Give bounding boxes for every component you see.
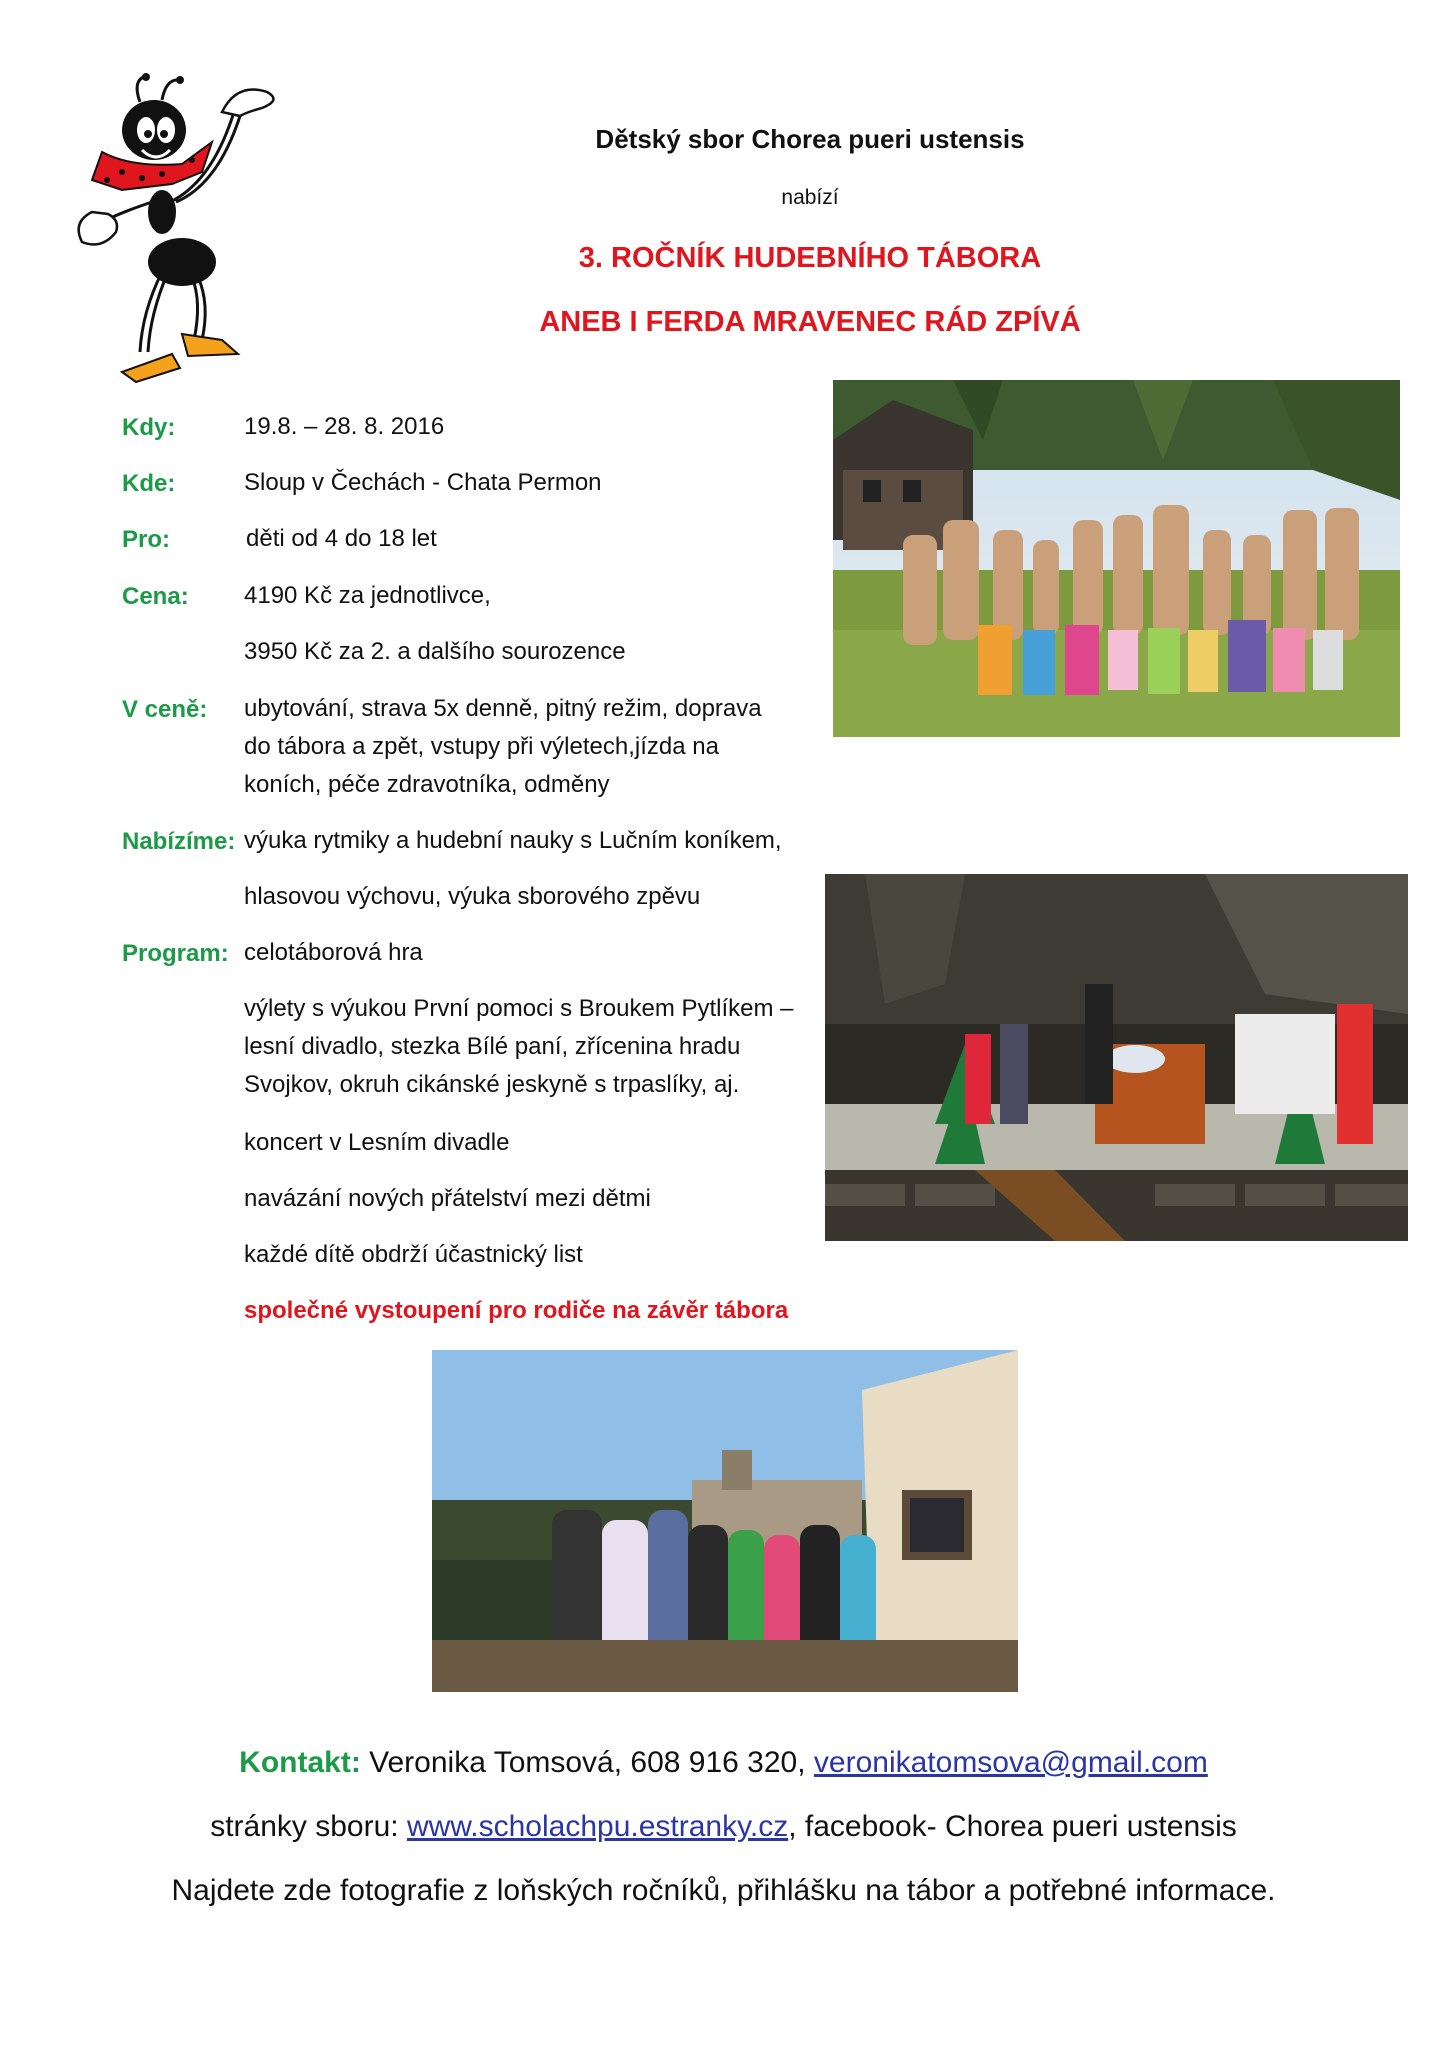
- pro-value: děti od 4 do 18 let: [246, 525, 437, 552]
- program-line-3: lesní divadlo, stezka Bílé paní, zřícenina hradu: [244, 1033, 741, 1060]
- contact-label: Kontakt:: [239, 1746, 361, 1779]
- vcene-line-3: koních, péče zdravotníka, odměny: [244, 771, 610, 798]
- camp-title-line2: ANEB I FERDA MRAVENEC RÁD ZPÍVÁ: [539, 306, 1081, 338]
- cena-value-2: 3950 Kč za 2. a dalšího sourozence: [244, 638, 626, 665]
- program-line-5: koncert v Lesním divadle: [244, 1129, 510, 1156]
- program-line-4: Svojkov, okruh cikánské jeskyně s trpaslíky, aj.: [244, 1071, 740, 1098]
- nabizime-label: Nabízíme:: [122, 828, 236, 855]
- kde-value: Sloup v Čechách - Chata Permon: [244, 469, 602, 496]
- cena-value-1: 4190 Kč za jednotlivce,: [244, 582, 491, 609]
- kde-label: Kde:: [122, 470, 176, 497]
- info-note: Najdete zde fotografie z loňských ročníků, přihlášku na tábor a potřebné informace.: [171, 1874, 1276, 1907]
- website-suffix: , facebook- Chorea pueri ustensis: [788, 1810, 1237, 1843]
- contact-email-link[interactable]: veronikatomsova@gmail.com: [813, 1746, 1208, 1779]
- website-prefix: stránky sboru:: [210, 1810, 407, 1843]
- program-line-6: navázání nových přátelství mezi dětmi: [244, 1185, 651, 1212]
- forest-theatre-photo: [825, 874, 1408, 1241]
- nabizime-line-2: hlasovou výchovu, výuka sborového zpěvu: [244, 883, 701, 910]
- program-line-2: výlety s výukou První pomoci s Broukem Pytlíkem –: [244, 995, 794, 1022]
- vcene-label: V ceně:: [122, 696, 208, 723]
- camp-title-line1: 3. ROČNÍK HUDEBNÍHO TÁBORA: [578, 242, 1042, 274]
- organization-name: Dětský sbor Chorea pueri ustensis: [595, 124, 1025, 154]
- cena-label: Cena:: [122, 583, 189, 610]
- website-link[interactable]: www.scholachpu.estranky.cz: [406, 1810, 789, 1843]
- contact-person: Veronika Tomsová, 608 916 320,: [360, 1746, 814, 1779]
- contact-line: [0, 1746, 1447, 1780]
- kdy-value: 19.8. – 28. 8. 2016: [244, 413, 445, 440]
- offers-text: nabízí: [781, 186, 839, 209]
- program-line-7: každé dítě obdrží účastnický list: [244, 1241, 583, 1268]
- program-highlight: společné vystoupení pro rodiče na závěr tábora: [244, 1297, 789, 1324]
- program-line-1: celotáborová hra: [244, 939, 423, 966]
- nabizime-line-1: výuka rytmiky a hudební nauky s Lučním koníkem,: [244, 827, 782, 854]
- group-photo-chalet: [833, 380, 1400, 737]
- vcene-line-1: ubytování, strava 5x denně, pitný režim, doprava: [244, 695, 762, 722]
- ant-mascot-illustration: [62, 72, 290, 384]
- website-line: [0, 1810, 1447, 1844]
- castle-trip-photo: [432, 1350, 1018, 1692]
- kdy-label: Kdy:: [122, 414, 176, 441]
- vcene-line-2: do tábora a zpět, vstupy při výletech,jízda na: [244, 733, 719, 760]
- program-label: Program:: [122, 940, 229, 967]
- pro-label: Pro:: [122, 526, 170, 553]
